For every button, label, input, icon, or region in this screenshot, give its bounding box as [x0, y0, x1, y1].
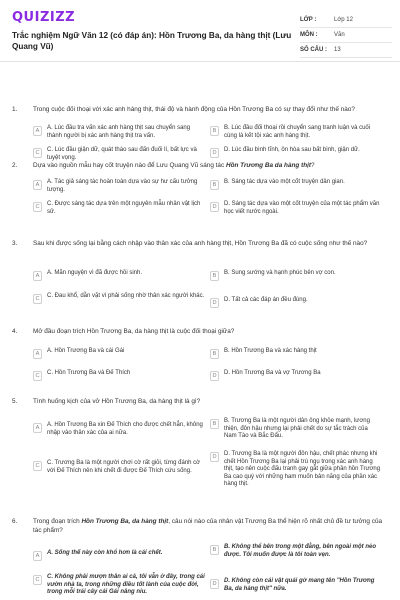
option-text: A. Sống thế này còn khổ hơn là cái chết. [47, 550, 163, 556]
option-text: A. Hồn Trương Ba và cái Gái [47, 348, 125, 354]
option-b[interactable] [210, 348, 382, 359]
option-d[interactable] [210, 578, 382, 593]
option-text: A. Tác giả sáng tác hoàn toàn dựa vào sự hư cấu tưởng tượng. [47, 179, 198, 193]
option-text: C. Lúc đầu giận dữ, quát tháo sau đấn đuối lí, bất lực và tuyệt vọng. [47, 147, 197, 161]
option-text: B. Lúc đầu đối thoại rồi chuyển sang tranh luận và cuối cùng là kết tội xác anh hàng thịt. [224, 125, 371, 139]
option-b[interactable] [210, 125, 382, 140]
option-letter: D [210, 452, 219, 462]
question-text-start: Trong đoạn trích [33, 518, 80, 525]
question-number: 1. [12, 106, 18, 113]
question-2 [12, 162, 388, 215]
question-1 [12, 106, 388, 161]
option-a[interactable] [33, 348, 205, 359]
option-letter: C [33, 294, 42, 304]
question-number: 3. [12, 240, 18, 247]
question-text-end: ? [311, 162, 315, 169]
option-letter: D [210, 298, 219, 308]
option-text: B. Sung sướng và hạnh phúc bên vợ con. [224, 270, 336, 276]
option-text: B. Trương Ba là một người dân ông khỏe mạnh, lương thiện, đôn hậu nhưng lại phải chết do sự tắc trách của Nam Tào và Bắc Đẩu. [224, 418, 370, 440]
option-a[interactable] [33, 270, 205, 281]
question-text-end: , câu nói nào của nhân vật Trương Ba thể hiện rõ nhất chủ đề tư tưởng của tác phẩm? [33, 518, 383, 534]
option-c[interactable] [33, 201, 205, 216]
option-a[interactable] [33, 125, 205, 140]
option-letter: A [33, 271, 42, 281]
option-text: D. Trương Ba là một người đôn hậu, chết phác nhưng khi chết Hồn Trương Ba lại phải trú ngụ trong xác anh hàng thịt, tạo nên cuộc đấu tranh gay gắt giữa phần hồn Trương Ba cao quý với những ham muốn bản năng của phần xác hàng thịt. [224, 451, 381, 488]
option-letter: B [210, 271, 219, 281]
option-text: C. Hồn Trương Ba và Đế Thích [47, 370, 131, 376]
meta-label: LỚP : [300, 17, 317, 23]
question-number: 5. [12, 398, 18, 405]
meta-value: 13 [334, 47, 341, 53]
option-text: A. Lúc đầu tra vấn xác anh hàng thịt sau chuyển sang thành người bị xác anh hàng thịt tra vấn. [47, 125, 191, 139]
option-letter: A [33, 423, 42, 433]
option-a[interactable] [33, 179, 205, 194]
option-c[interactable] [33, 370, 205, 381]
quiz-meta [300, 13, 392, 58]
option-text: A. Hồn Trương Ba xin Đế Thích cho được chết hẳn, không nhập vào thân xác của ai nữa. [47, 422, 203, 436]
option-letter: B [210, 419, 219, 429]
question-text [33, 518, 388, 535]
option-letter: D [210, 148, 219, 158]
option-text: C. Đau khổ, dằn vặt vì phải sống nhờ thân xác người khác. [47, 293, 205, 299]
option-c[interactable] [33, 574, 205, 597]
option-letter: B [210, 349, 219, 359]
question-5 [12, 398, 388, 488]
question-text: Tình huống kịch của vở Hồn Trương Ba, da hàng thịt là gì? [33, 398, 201, 405]
question-number: 6. [12, 518, 18, 525]
question-text-emphasis: Hồn Trương Ba, da hàng thịt [81, 518, 169, 525]
option-letter: C [33, 202, 42, 212]
question-text-start: Dựa vào nguồn mẫu hay cốt truyện nào để Lưu Quang Vũ sáng tác [33, 162, 225, 169]
option-a[interactable] [33, 422, 205, 437]
document-title: Trắc nghiệm Ngữ Văn 12 (có đáp án): Hồn Trương Ba, da hàng thịt (Lưu Quang Vũ) [12, 31, 292, 51]
option-letter: A [33, 551, 42, 561]
option-a[interactable] [33, 550, 205, 561]
option-text: B. Hồn Trương Ba và xác hàng thịt [224, 348, 317, 354]
option-letter: A [33, 349, 42, 359]
meta-label: SỐ CÂU : [300, 47, 327, 53]
option-letter: B [210, 126, 219, 136]
question-6 [12, 518, 388, 596]
option-text: D. Không còn cái vật quái gở mang tên "Hồn Trương Ba, da hàng thịt" nữa. [224, 578, 375, 592]
question-number: 4. [12, 328, 18, 335]
option-text: D. Lúc đầu bình tĩnh, ôn hòa sau bất bình, giận dữ. [224, 147, 360, 153]
option-c[interactable] [33, 293, 205, 304]
meta-count-row [300, 43, 392, 58]
option-b[interactable] [210, 270, 382, 281]
option-letter: C [33, 371, 42, 381]
meta-value: Lớp 12 [334, 17, 353, 23]
option-text: D. Sáng tác dựa vào một cốt truyện của một tác phẩm văn học viết nước ngoài. [224, 201, 380, 215]
option-text: C. Trương Ba là một người chơi cờ rất giỏi, từng đánh cờ với Đế Thích nên khi chết đi được Đế Thích cứu sống. [47, 460, 201, 474]
question-4 [12, 328, 388, 379]
option-b[interactable] [210, 544, 382, 559]
option-letter: C [33, 461, 42, 471]
document-header [0, 0, 400, 62]
option-c[interactable] [33, 460, 205, 475]
option-text: D. Tất cả các đáp án đều đúng. [224, 297, 308, 303]
option-letter: D [210, 202, 219, 212]
option-d[interactable] [210, 451, 382, 489]
option-letter: B [210, 180, 219, 190]
question-text: Sau khi được sống lại bằng cách nhập vào thân xác của anh hàng thịt, Hồn Trương Ba đã có cuộc sống như thế nào? [33, 240, 368, 247]
question-text [33, 162, 388, 171]
quizizz-logo: QUIZIZZ [12, 10, 76, 25]
option-text: B. Sáng tác dựa vào một cốt truyện dân gian. [224, 179, 345, 185]
option-letter: D [210, 579, 219, 589]
option-b[interactable] [210, 418, 382, 441]
question-text-emphasis: Hồn Trương Ba da hàng thịt [225, 162, 312, 169]
option-letter: A [33, 180, 42, 190]
option-d[interactable] [210, 201, 382, 216]
question-number: 2. [12, 162, 18, 169]
option-text: C. Được sáng tác dựa trên một nguyên mẫu nhân vật lịch sử. [47, 201, 201, 215]
meta-subject-row [300, 28, 392, 43]
option-text: B. Không thể bên trong một đằng, bên ngoài một nẻo được. Tôi muốn được là tôi toàn vẹn. [224, 544, 376, 558]
question-text: Trong cuộc đối thoại với xác anh hàng thịt, thái độ và hành động của Hồn Trương Ba có sự thay đổi như thế nào? [33, 106, 355, 113]
option-text: A. Mãn nguyện vì đã được hồi sinh. [47, 270, 143, 276]
option-c[interactable] [33, 147, 205, 162]
option-b[interactable] [210, 179, 382, 190]
meta-class-row [300, 13, 392, 28]
option-letter: D [210, 371, 219, 381]
option-d[interactable] [210, 297, 382, 308]
option-letter: B [210, 545, 219, 555]
option-letter: C [33, 575, 42, 585]
option-d[interactable] [210, 370, 382, 381]
meta-label: MÔN : [300, 32, 318, 38]
option-text: D. Hồn Trương Ba và vợ Trương Ba [224, 370, 321, 376]
option-text: C. Không phải mượn thân ai cả, tôi vẫn ở đây, trong cái vườn nhà ta, trong những điều tốt lành của cuộc đời, trong mỗi trái cây cái Gái nâng niu. [47, 574, 205, 596]
meta-value: Văn [334, 32, 345, 38]
option-letter: A [33, 126, 42, 136]
option-d[interactable] [210, 147, 382, 158]
question-3 [12, 240, 388, 306]
option-letter: C [33, 148, 42, 158]
question-text: Mở đầu đoạn trích Hồn Trương Ba, da hàng thịt là cuộc đối thoại giữa? [33, 328, 235, 335]
